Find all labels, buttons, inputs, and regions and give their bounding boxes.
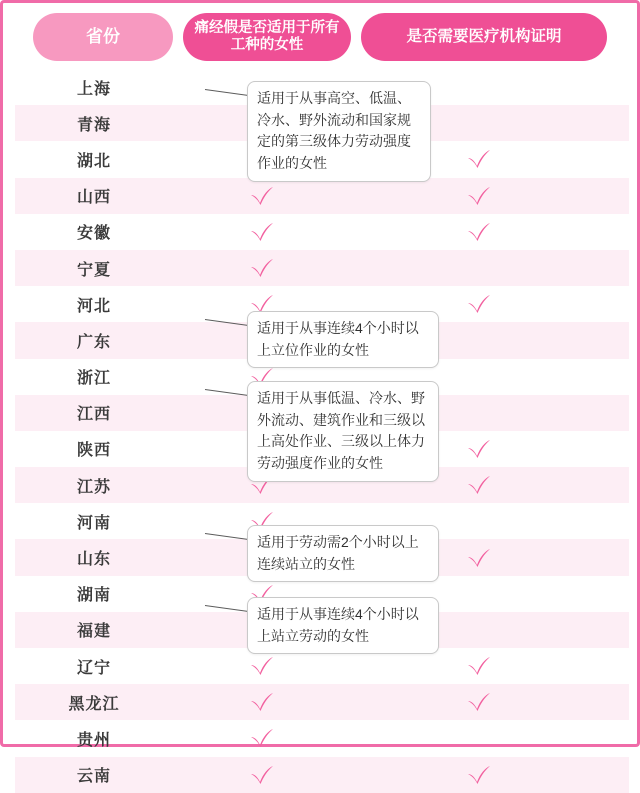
note-jiangxi: 适用于从事低温、冷水、野外流动、建筑作业和三级以上高处作业、三级以上体力劳动强度作业的女性 xyxy=(247,381,439,482)
applies-cell xyxy=(173,692,351,712)
check-icon xyxy=(249,728,275,748)
province-name: 青海 xyxy=(76,116,111,134)
note-shanghai: 适用于从事高空、低温、冷水、野外流动和国家规定的第三级体力劳动强度作业的女性 xyxy=(247,81,431,182)
table-row xyxy=(15,178,629,214)
province-name: 陕西 xyxy=(76,442,111,460)
check-icon xyxy=(466,222,492,242)
province-name: 河南 xyxy=(76,514,111,532)
check-icon xyxy=(466,765,492,785)
province-name: 湖南 xyxy=(76,587,111,605)
province-name: 山东 xyxy=(76,551,111,569)
check-icon xyxy=(249,258,275,278)
note-fujian: 适用于从事连续4个小时以上站立劳动的女性 xyxy=(247,597,439,654)
check-icon xyxy=(249,222,275,242)
province-name: 黑龙江 xyxy=(68,695,120,713)
table-row xyxy=(15,757,629,793)
applies-cell xyxy=(173,656,351,676)
province-name: 江西 xyxy=(76,406,111,424)
certificate-cell xyxy=(351,765,607,785)
province-name: 宁夏 xyxy=(76,261,111,279)
province-name: 广东 xyxy=(76,333,111,351)
table-header xyxy=(15,13,629,61)
check-icon xyxy=(466,692,492,712)
table-row xyxy=(15,250,629,286)
check-icon xyxy=(466,186,492,206)
province-name: 安徽 xyxy=(76,225,111,243)
applies-cell xyxy=(173,258,351,278)
check-icon xyxy=(466,548,492,568)
province-name: 辽宁 xyxy=(76,659,111,677)
province-name: 云南 xyxy=(76,768,111,786)
note-shandong: 适用于劳动需2个小时以上连续站立的女性 xyxy=(247,525,439,582)
province-name: 湖北 xyxy=(76,152,111,170)
province-name: 山西 xyxy=(76,189,111,207)
check-icon xyxy=(466,475,492,495)
certificate-cell xyxy=(351,222,607,242)
header-medical-certificate: 是否需要医疗机构证明 xyxy=(361,13,607,61)
province-name: 河北 xyxy=(76,297,111,315)
check-icon xyxy=(249,765,275,785)
applies-cell xyxy=(173,728,351,748)
check-icon xyxy=(249,186,275,206)
applies-cell xyxy=(173,222,351,242)
check-icon xyxy=(466,439,492,459)
check-icon xyxy=(466,149,492,169)
province-name: 浙江 xyxy=(76,370,111,388)
table-row xyxy=(15,214,629,250)
certificate-cell xyxy=(351,692,607,712)
note-guangdong: 适用于从事连续4个小时以上立位作业的女性 xyxy=(247,311,439,368)
table-body xyxy=(15,69,629,793)
check-icon xyxy=(249,692,275,712)
check-icon xyxy=(249,656,275,676)
header-applies-all-jobs: 痛经假是否适用于所有工种的女性 xyxy=(183,13,351,61)
table-container xyxy=(15,13,629,786)
check-icon xyxy=(466,656,492,676)
table-row xyxy=(15,720,629,756)
header-province: 省份 xyxy=(33,13,173,61)
province-name: 江苏 xyxy=(76,478,111,496)
table-row xyxy=(15,684,629,720)
certificate-cell xyxy=(351,186,607,206)
province-name: 福建 xyxy=(76,623,111,641)
province-name: 上海 xyxy=(76,80,111,98)
province-name: 贵州 xyxy=(76,731,111,749)
applies-cell xyxy=(173,186,351,206)
check-icon xyxy=(466,294,492,314)
applies-cell xyxy=(173,765,351,785)
certificate-cell xyxy=(351,656,607,676)
